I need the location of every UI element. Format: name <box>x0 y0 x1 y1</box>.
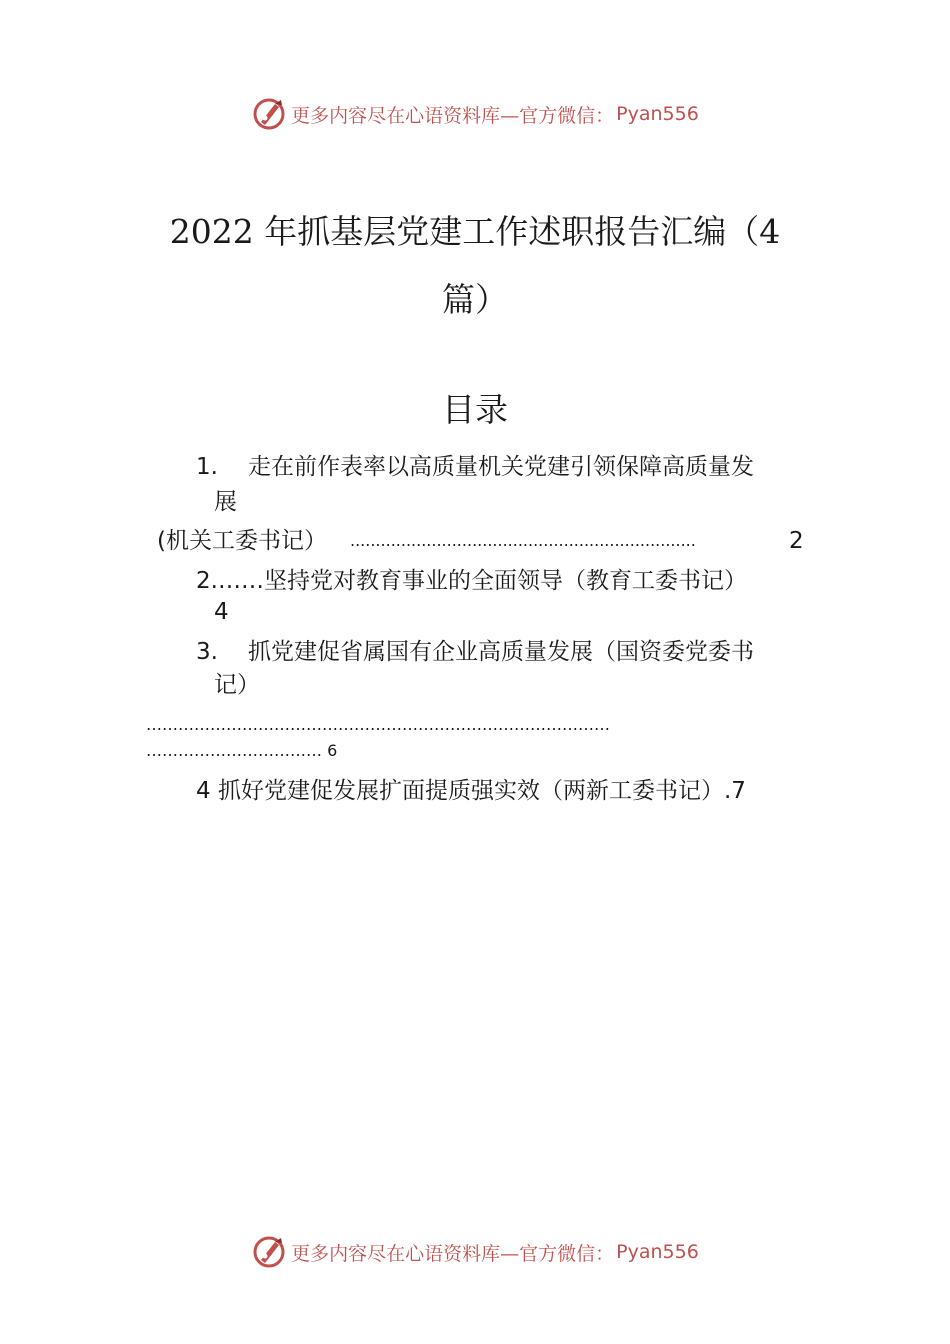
footer-banner <box>0 1232 950 1272</box>
toc-item-1-leader: .................................................................... <box>350 531 696 550</box>
toc-item-1-page[interactable]: 2 <box>789 528 804 554</box>
toc-heading: 目录 <box>442 390 508 429</box>
toc-item-1-text-line2[interactable]: 展 <box>214 489 237 515</box>
toc-item-3-number[interactable]: 3. <box>196 639 218 665</box>
toc-item-3-leader-line2-page[interactable]: …………………………… 6 <box>146 741 338 760</box>
banner-wechat-id: Pyan556 <box>616 103 699 125</box>
toc-item-3-text-line1[interactable]: 抓党建促省属国有企业高质量发展（国资委党委书 <box>248 639 754 665</box>
toc-item-1-text-line3[interactable]: (机关工委书记） <box>157 528 327 554</box>
toc-item-4-text[interactable]: 4 抓好党建促发展扩面提质强实效（两新工委书记）.7 <box>196 778 746 804</box>
pen-logo-icon <box>251 1234 287 1270</box>
header-banner <box>0 94 950 134</box>
toc-item-3-leader-line1: …………………………………………………………………………… <box>146 715 610 734</box>
toc-item-2-text[interactable]: 2.……坚持党对教育事业的全面领导（教育工委书记） <box>196 568 747 594</box>
toc-item-2-page[interactable]: 4 <box>214 599 229 625</box>
banner-wechat-id: Pyan556 <box>616 1241 699 1263</box>
banner-text: 更多内容尽在心语资料库—官方微信： <box>291 1242 615 1265</box>
toc-item-1-number[interactable]: 1. <box>196 454 218 480</box>
banner-text: 更多内容尽在心语资料库—官方微信： <box>291 104 615 127</box>
pen-logo-icon <box>251 96 287 132</box>
toc-item-1-text-line1[interactable]: 走在前作表率以高质量机关党建引领保障高质量发 <box>248 454 754 480</box>
document-title-line1: 2022 年抓基层党建工作述职报告汇编（4 <box>169 212 781 251</box>
document-title-line2: 篇） <box>442 280 508 319</box>
toc-item-3-text-line2[interactable]: 记） <box>214 672 260 698</box>
